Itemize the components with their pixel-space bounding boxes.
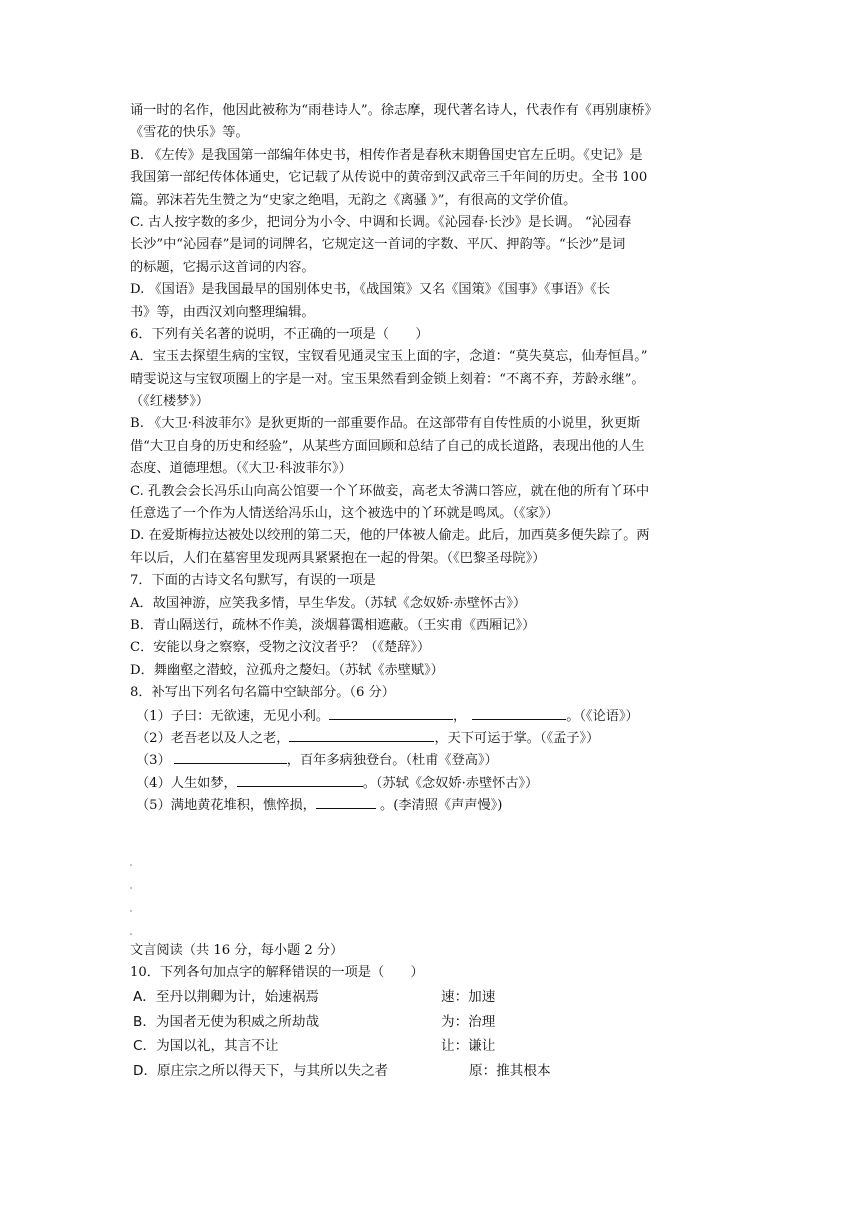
option-answer: 原：推其根本: [469, 1062, 551, 1079]
fill-in-mid: ，: [453, 708, 467, 724]
text-line: B. 《大卫·科波菲尔》是狄更斯的一部重要作品。在这部带有自传性质的小说里，狄更斯: [130, 416, 641, 432]
text-line: 《雪花的快乐》等。: [130, 125, 249, 141]
text-line: D. 《国语》是我国最早的国别体史书，《战国策》又名《国策》《国事》《事语》《长: [130, 282, 611, 298]
answer-blank[interactable]: [329, 705, 453, 720]
text-line: A．故国神游，应笑我多情，早生华发。（苏轼《念奴娇·赤壁怀古》）: [130, 595, 527, 611]
option-answer: 为：治理: [441, 1013, 496, 1030]
option-stem: A．至丹以荆卿为计，始速祸焉: [133, 989, 320, 1005]
text-line: B．青山隔送行，疏林不作美，淡烟暮霭相遮蔽。（王实甫《西厢记》）: [130, 617, 536, 633]
fill-in-prefix: （2）老吾老以及人之老，: [136, 730, 290, 746]
fill-in-suffix: ，百年多病独登台。（杜甫《登高》）: [286, 753, 498, 769]
text-line: 的标题，它揭示这首词的内容。: [130, 259, 315, 275]
bullet-dot: [130, 864, 132, 866]
fill-in-2: [130, 727, 730, 749]
text-line: 晴雯说这与宝钗项圈上的字是一对。宝玉果然看到金锁上刻着：“不离不弃，芳龄永继”。: [130, 371, 645, 387]
question-10-options: [133, 985, 733, 1083]
fill-in-prefix: （1）子曰：无欲速，无见小利。: [136, 708, 330, 724]
text-line: 借“大卫自身的历史和经验”，从某些方面回顾和总结了自己的成长道路，表现出他的人生: [130, 438, 645, 454]
option-b[interactable]: [133, 1010, 733, 1035]
answer-blank[interactable]: [289, 727, 434, 742]
bullet-dot: [130, 887, 132, 889]
fill-in-prefix: （3）: [136, 753, 171, 769]
text-line: C．安能以身之察察，受物之汶汶者乎？（《楚辞》）: [130, 640, 431, 656]
text-line: C. 古人按字数的多少，把词分为小令、中调和长调。《沁园春·长沙》是长调。 “沁园春: [130, 214, 632, 230]
option-answer: 让：谦让: [441, 1038, 496, 1055]
text-line: D．舞幽壑之潜蛟，泣孤舟之嫠妇。（苏轼《赤壁赋》）: [130, 662, 444, 678]
bullet-dot: [130, 933, 132, 935]
option-a[interactable]: [133, 985, 733, 1010]
fill-in-suffix: 。（《论语》）: [566, 708, 639, 724]
option-answer: 速：加速: [441, 989, 496, 1005]
option-stem: B．为国者无使为积威之所劫哉: [133, 1013, 320, 1030]
option-stem: D．原庄宗之所以得天下，与其所以失之者: [133, 1062, 389, 1079]
fill-in-suffix: 。(李清照《声声慢》): [375, 798, 503, 814]
fill-in-suffix: ，天下可运于掌。（《孟子》）: [434, 730, 600, 746]
classical-reading-section: [130, 940, 730, 985]
fill-in-suffix: 。（苏轼《念奴娇·赤壁怀古》）: [362, 775, 539, 791]
answer-blank[interactable]: [174, 749, 287, 764]
fill-in-5: [130, 794, 730, 816]
text-line: 诵一时的名作，他因此被称为“雨巷诗人”。徐志摩，现代著名诗人，代表作有《再别康桥》: [130, 103, 658, 118]
question-8: 8．补写出下列名句名篇中空缺部分。（6 分）: [130, 685, 395, 701]
text-line: 年以后，人们在墓窖里发现两具紧紧抱在一起的骨架。（《巴黎圣母院》）: [130, 550, 546, 566]
text-line: （《红楼梦》）: [130, 394, 210, 410]
text-line: C. 孔教会会长冯乐山向高公馆要一个丫环做妾，高老太爷满口答应，就在他的所有丫环中: [130, 483, 650, 499]
text-line: B. 《左传》是我国第一部编年体史书，相传作者是春秋末期鲁国史官左丘明。《史记》是: [130, 147, 643, 163]
fill-in-1: [130, 705, 730, 727]
answer-blank[interactable]: [237, 772, 363, 787]
answer-blank[interactable]: [316, 794, 376, 809]
text-line: 任意选了一个作为人情送给冯乐山，这个被选中的丫环就是鸣凤。（《家》）: [130, 506, 559, 522]
question-6: 6．下列有关名著的说明，不正确的一项是（ ）: [130, 326, 429, 342]
fill-in-prefix: （5）满地黄花堆积，憔悴损，: [136, 798, 316, 814]
fill-in-3: [130, 749, 730, 771]
text-line: 我国第一部纪传体体通史，它记载了从传说中的黄帝到汉武帝三千年间的历史。全书 100: [130, 170, 648, 186]
option-d[interactable]: [133, 1059, 733, 1084]
text-line: 书》等，由西汉刘向整理编辑。: [130, 304, 315, 320]
bullet-dot: [130, 910, 132, 912]
text-line: 篇。郭沫若先生赞之为“史家之绝唱，无韵之《离骚 》”，有很高的文学价值。: [130, 192, 577, 208]
answer-blank[interactable]: [472, 705, 566, 720]
document-body: [130, 100, 730, 817]
text-line: D. 在爱斯梅拉达被处以绞刑的第二天，他的尸体被人偷走。此后，加西莫多便失踪了。两: [130, 528, 650, 544]
text-line: 长沙”中“沁园春”是词的词牌名，它规定这一首词的字数、平仄、押韵等。“长沙”是词: [130, 237, 626, 253]
question-7: 7．下面的古诗文名句默写，有误的一项是: [130, 573, 376, 589]
fill-in-4: [130, 772, 730, 794]
fill-in-prefix: （4）人生如梦，: [136, 775, 237, 791]
section-title: 文言阅读（共 16 分，每小题 2 分）: [130, 943, 344, 958]
text-line: A．宝玉去探望生病的宝钗，宝钗看见通灵宝玉上面的字，念道：“莫失莫忘，仙寿恒昌。”: [130, 349, 648, 365]
text-line: 态度、道德理想。（《大卫·科波菲尔》）: [130, 461, 352, 477]
question-10: 10．下列各句加点字的解释错误的一项是（ ）: [130, 965, 424, 981]
option-c[interactable]: [133, 1034, 733, 1059]
option-stem: C．为国以礼，其言不让: [133, 1038, 279, 1055]
